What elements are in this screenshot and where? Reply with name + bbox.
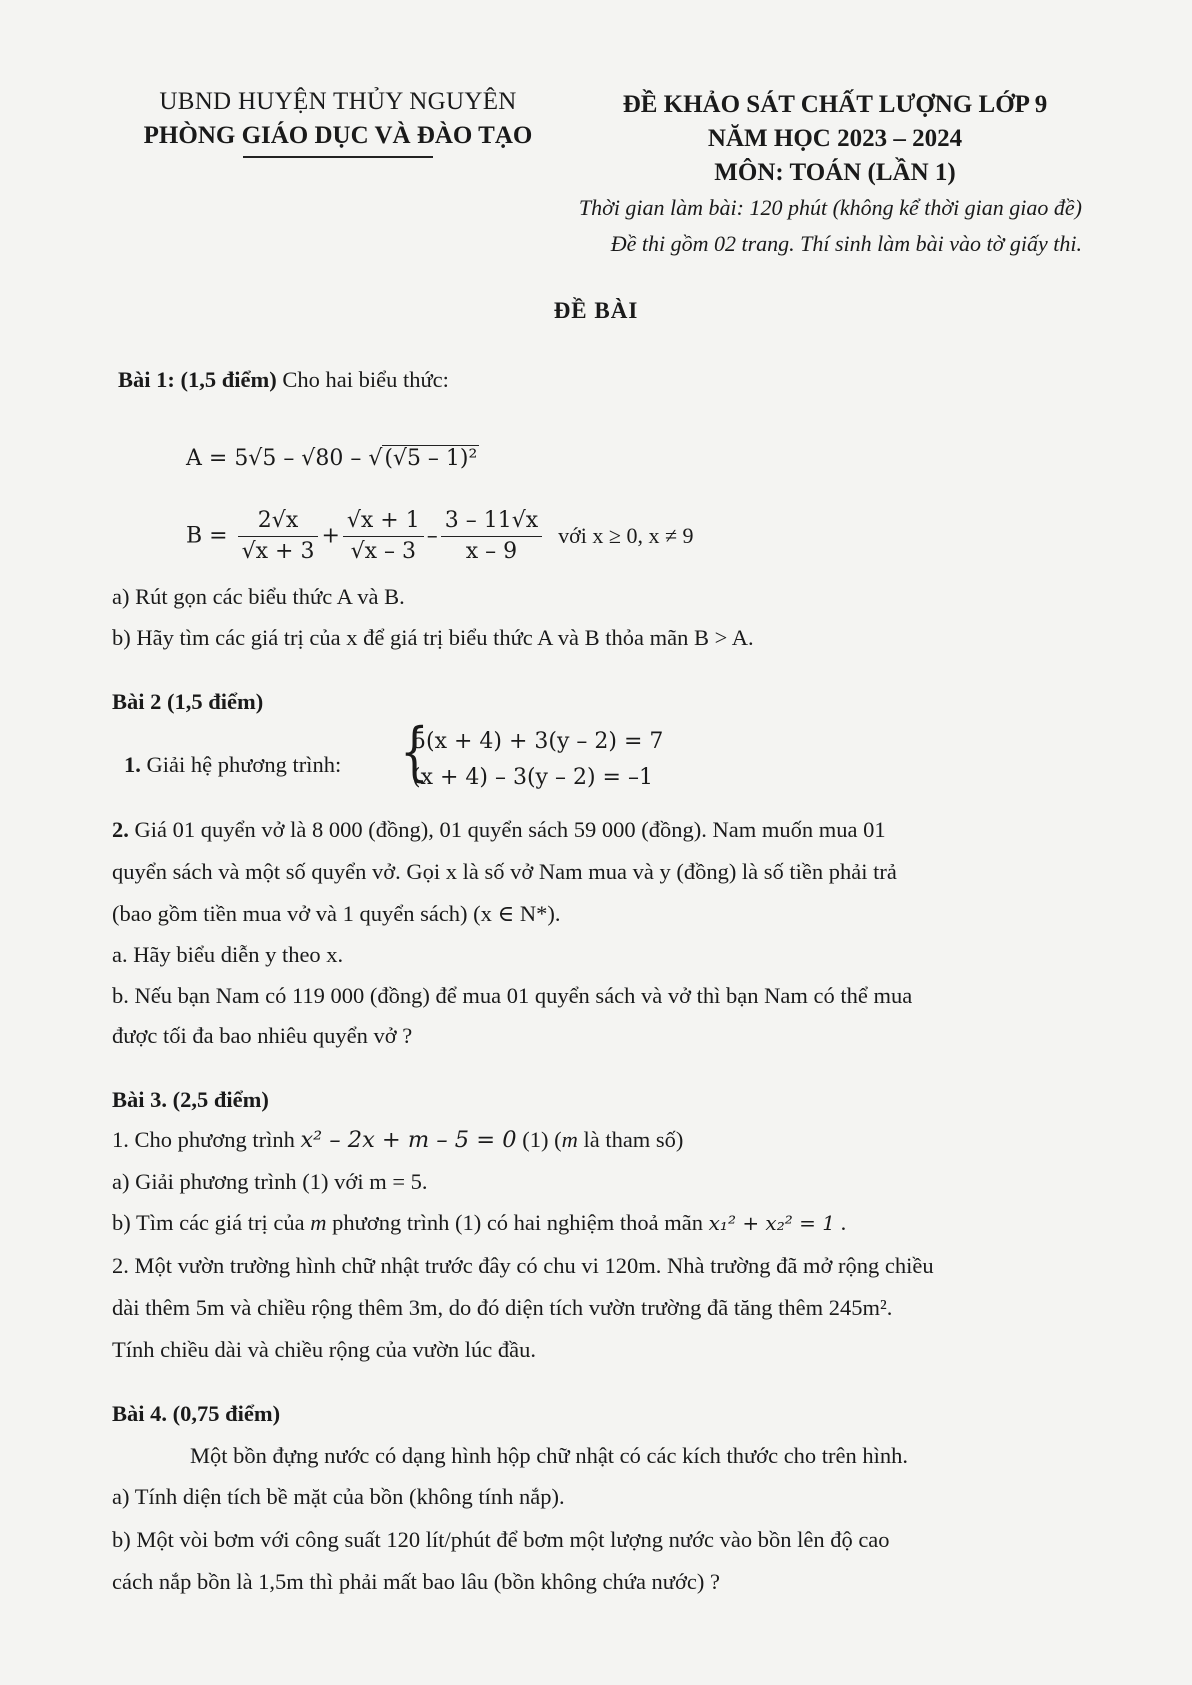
- bai1-part-a: a) Rút gọn các biểu thức A và B.: [112, 584, 405, 609]
- bai3-part1: [112, 1120, 683, 1160]
- bai3-b-lead: b) Tìm các giá trị của: [112, 1210, 311, 1235]
- bai3-heading: Bài 3. (2,5 điểm): [112, 1087, 269, 1112]
- bai2-part1-number: 1.: [124, 752, 141, 777]
- B-f2-denominator: √x – 3: [350, 539, 416, 564]
- bai3-part1-a: a) Giải phương trình (1) với m = 5.: [112, 1169, 428, 1194]
- bai1-heading-line: [118, 360, 449, 400]
- A-expression-part1: 5√5 – √80 –: [234, 446, 369, 471]
- B-condition: với x ≥ 0, x ≠ 9: [558, 522, 694, 548]
- time-limit: Thời gian làm bài: 120 phút (không kể thời gian giao đề): [578, 195, 1082, 220]
- B-f1-denominator: √x + 3: [241, 539, 315, 564]
- district-name: UBND HUYỆN THỦY NGUYÊN: [159, 88, 517, 115]
- bai3-part1-mid: (1) (: [516, 1127, 562, 1152]
- bai3-b-tail: .: [834, 1210, 847, 1235]
- bai4-part-b-line2: cách nắp bồn là 1,5m thì phải mất bao lâu (bồn không chứa nước) ?: [112, 1569, 720, 1594]
- bai2-part2-text1: Giá 01 quyển vở là 8 000 (đồng), 01 quyển sách 59 000 (đồng). Nam muốn mua 01: [128, 817, 886, 842]
- equation-1: 5(x + 4) + 3(y – 2) = 7: [412, 729, 664, 754]
- exam-title: ĐỀ KHẢO SÁT CHẤT LƯỢNG LỚP 9: [622, 91, 1048, 118]
- exam-info: [579, 190, 1082, 262]
- bai3-part1-tail: là tham số): [577, 1127, 684, 1152]
- bai3-equation: x² – 2x + m – 5 = 0: [300, 1127, 517, 1153]
- A-expression-part2: (√5 – 1)²: [384, 446, 478, 471]
- bai3-part1-b: [112, 1203, 846, 1243]
- header-divider: [243, 156, 433, 158]
- B-f3-denominator: x – 9: [465, 539, 518, 564]
- bai4-intro: Một bồn đựng nước có dạng hình hộp chữ nhật có các kích thước cho trên hình.: [190, 1443, 909, 1468]
- bai3-part2-line1: 2. Một vườn trường hình chữ nhật trước đây có chu vi 120m. Nhà trường đã mở rộng chiều: [112, 1253, 934, 1278]
- expression-A: [186, 446, 479, 471]
- bai2-part2-b-line2: được tối đa bao nhiêu quyển vở ?: [112, 1023, 413, 1048]
- bai2-heading: Bài 2 (1,5 điểm): [112, 689, 264, 714]
- bai3-part2-line3: Tính chiều dài và chiều rộng của vườn lúc đầu.: [112, 1337, 536, 1362]
- school-year: NĂM HỌC 2023 – 2024: [707, 125, 963, 152]
- department-name: PHÒNG GIÁO DỤC VÀ ĐÀO TẠO: [143, 122, 533, 149]
- A-label: A =: [186, 446, 235, 471]
- bai1-intro: Cho hai biểu thức:: [276, 367, 449, 392]
- sqrt-sign: √: [368, 446, 383, 471]
- bai3-part1-lead: 1. Cho phương trình: [112, 1127, 301, 1152]
- bai3-b-mid: phương trình (1) có hai nghiệm thoả mãn: [326, 1210, 709, 1235]
- section-title: ĐỀ BÀI: [553, 298, 639, 323]
- header-right: [600, 88, 1070, 190]
- left-brace: {: [400, 715, 429, 789]
- bai2-part2-line1: [112, 810, 886, 850]
- bai2-part2-line3: (bao gồm tiền mua vở và 1 quyển sách) (x ∈ N*).: [112, 901, 561, 926]
- header-left: [118, 88, 558, 158]
- bai2-part1: [124, 745, 341, 785]
- bai2-part2-number: 2.: [112, 817, 129, 842]
- B-fraction-2: [343, 506, 424, 567]
- B-label: B =: [186, 523, 235, 549]
- bai4-heading: Bài 4. (0,75 điểm): [112, 1401, 281, 1426]
- system-brace-group: [394, 715, 664, 796]
- bai3-b-condition: x₁² + x₂² = 1: [708, 1211, 835, 1235]
- B-fraction-3: [441, 506, 542, 567]
- equation-system: [394, 715, 664, 796]
- bai2-part1-text: Giải hệ phương trình:: [140, 752, 342, 777]
- subject: MÔN: TOÁN (LẦN 1): [714, 159, 956, 186]
- bai2-part2-a: a. Hãy biểu diễn y theo x.: [112, 942, 344, 967]
- bai2-part2-line2: quyển sách và một số quyển vở. Gọi x là số vở Nam mua và y (đồng) là số tiền phải trả: [112, 859, 897, 884]
- B-f1-numerator: 2√x: [238, 506, 319, 537]
- bai3-part2-line2: dài thêm 5m và chiều rộng thêm 3m, do đó diện tích vườn trường đã tăng thêm 245m².: [112, 1295, 893, 1320]
- B-f2-numerator: √x + 1: [343, 506, 424, 537]
- bai1-heading: Bài 1: (1,5 điểm): [118, 367, 277, 392]
- bai4-part-b-line1: b) Một vòi bơm với công suất 120 lít/phút để bơm một lượng nước vào bồn lên độ cao: [112, 1527, 890, 1552]
- B-f3-numerator: 3 – 11√x: [441, 506, 542, 537]
- page-count-note: Đề thi gồm 02 trang. Thí sinh làm bài vào tờ giấy thi.: [610, 231, 1082, 256]
- bai3-param-m: m: [561, 1127, 578, 1152]
- bai3-b-param-m: m: [310, 1210, 327, 1235]
- bai2-part2-b-line1: b. Nếu bạn Nam có 119 000 (đồng) để mua 01 quyển sách và vở thì bạn Nam có thể mua: [112, 983, 913, 1008]
- equation-2: (x + 4) – 3(y – 2) = –1: [412, 765, 653, 790]
- expression-B: B = $\frac{2√x}{√x + 3}$ + $\frac{√x + 1}{√x - 3}$ – $\frac{3 - 11√x}{x - 9}$ với x ≥ 0, x ≠ 9: [186, 506, 694, 567]
- bai1-part-b: b) Hãy tìm các giá trị của x để giá trị biểu thức A và B thỏa mãn B > A.: [112, 625, 754, 650]
- bai4-part-a: a) Tính diện tích bề mặt của bồn (không tính nắp).: [112, 1484, 565, 1509]
- B-fraction-1: [238, 506, 319, 567]
